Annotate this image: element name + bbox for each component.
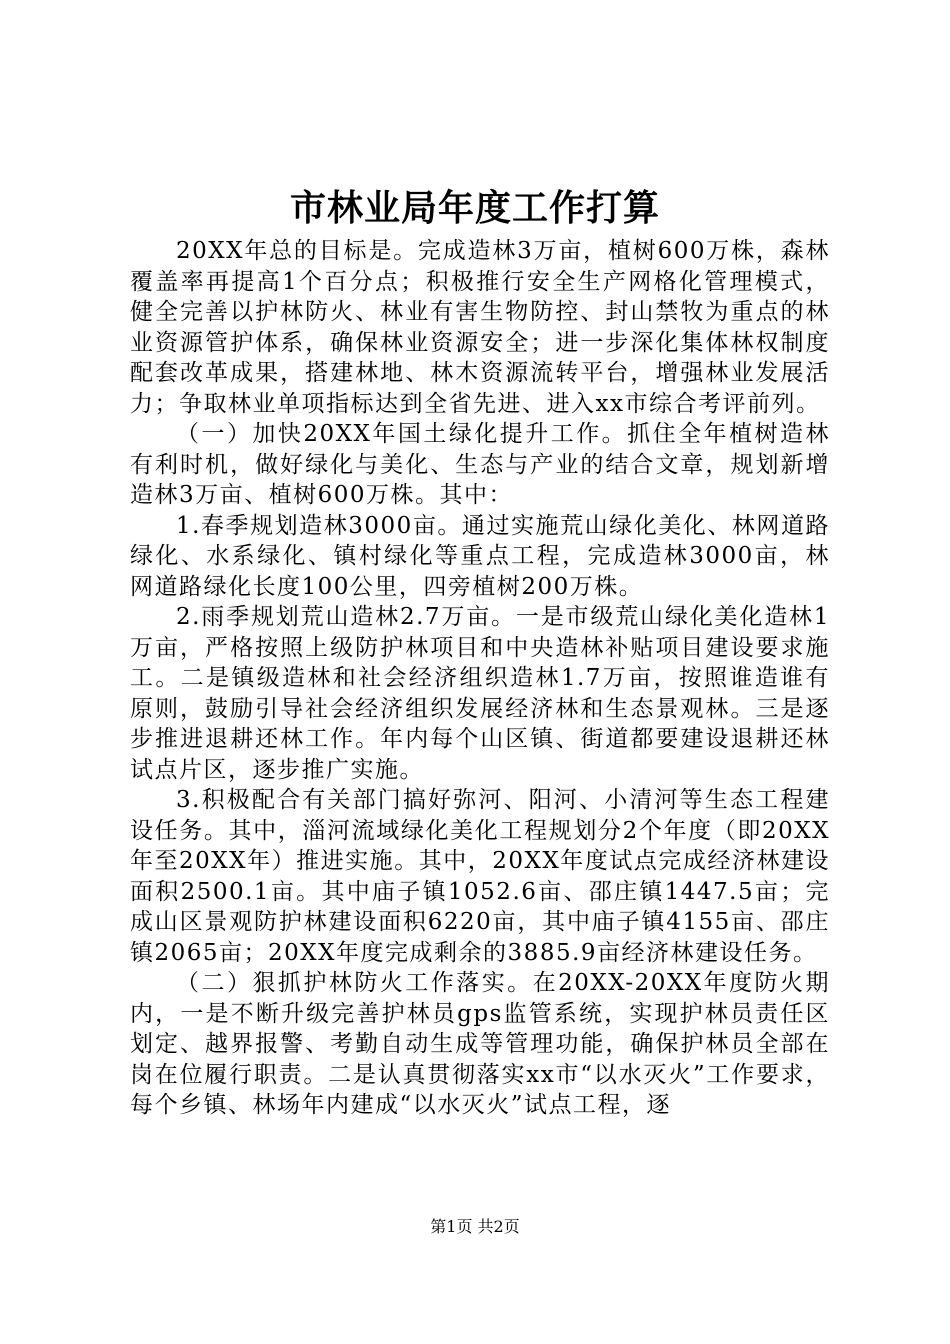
paragraph-section-1: （一）加快20XX年国土绿化提升工作。抓住全年植树造林有利时机，做好绿化与美化、生态与产业的结合文章，规划新增造林3万亩、植树600万株。其中：: [130, 421, 830, 508]
document-body: [130, 236, 830, 1121]
page-footer: 第1页 共2页: [430, 1217, 520, 1236]
paragraph-section-2: （二）狠抓护林防火工作落实。在20XX-20XX年度防火期内，一是不断升级完善护林员gps监管系统，实现护林员责任区划定、越界报警、考勤自动生成等管理功能，确保护林员全部在岗在位履行职责。二是认真贯彻落实xx市“以水灭火”工作要求，每个乡镇、林场年内建成“以水灭火”试点工程，逐: [130, 970, 830, 1118]
paragraph-item-1: 1.春季规划造林3000亩。通过实施荒山绿化美化、林网道路绿化、水系绿化、镇村绿化等重点工程，完成造林3000亩，林网道路绿化长度100公里，四旁植树200万株。: [130, 512, 830, 600]
paragraph-item-2: 2.雨季规划荒山造林2.7万亩。一是市级荒山绿化美化造林1万亩，严格按照上级防护林项目和中央造林补贴项目建设要求施工。二是镇级造林和社会经济组织造林1.7万亩，按照谁造谁有原则，鼓励引导社会经济组织发展经济林和生态景观林。三是逐步推进退耕还林工作。年内每个山区镇、街道都要建设退耕还林试点片区，逐步推广实施。: [130, 604, 830, 783]
paragraph-goals: 20XX年总的目标是。完成造林3万亩，植树600万株，森林覆盖率再提高1个百分点；积极推行安全生产网格化管理模式，健全完善以护林防火、林业有害生物防控、封山禁牧为重点的林业资源管护体系，确保林业资源安全；进一步深化集体林权制度配套改革成果，搭建林地、林木资源流转平台，增强林业发展活力；争取林业单项指标达到全省先进、进入xx市综合考评前列。: [130, 238, 830, 417]
document-title: 市林业局年度工作打算: [289, 187, 660, 229]
paragraph-item-3: 3.积极配合有关部门搞好弥河、阳河、小清河等生态工程建设任务。其中，淄河流域绿化美化工程规划分2个年度（即20XX年至20XX年）推进实施。其中，20XX年度试点完成经济林建设面积2500.1亩。其中庙子镇1052.6亩、邵庄镇1447.5亩；完成山区景观防护林建设面积6220亩，其中庙子镇4155亩、邵庄镇2065亩；20XX年度完成剩余的3885.9亩经济林建设任务。: [130, 787, 830, 966]
